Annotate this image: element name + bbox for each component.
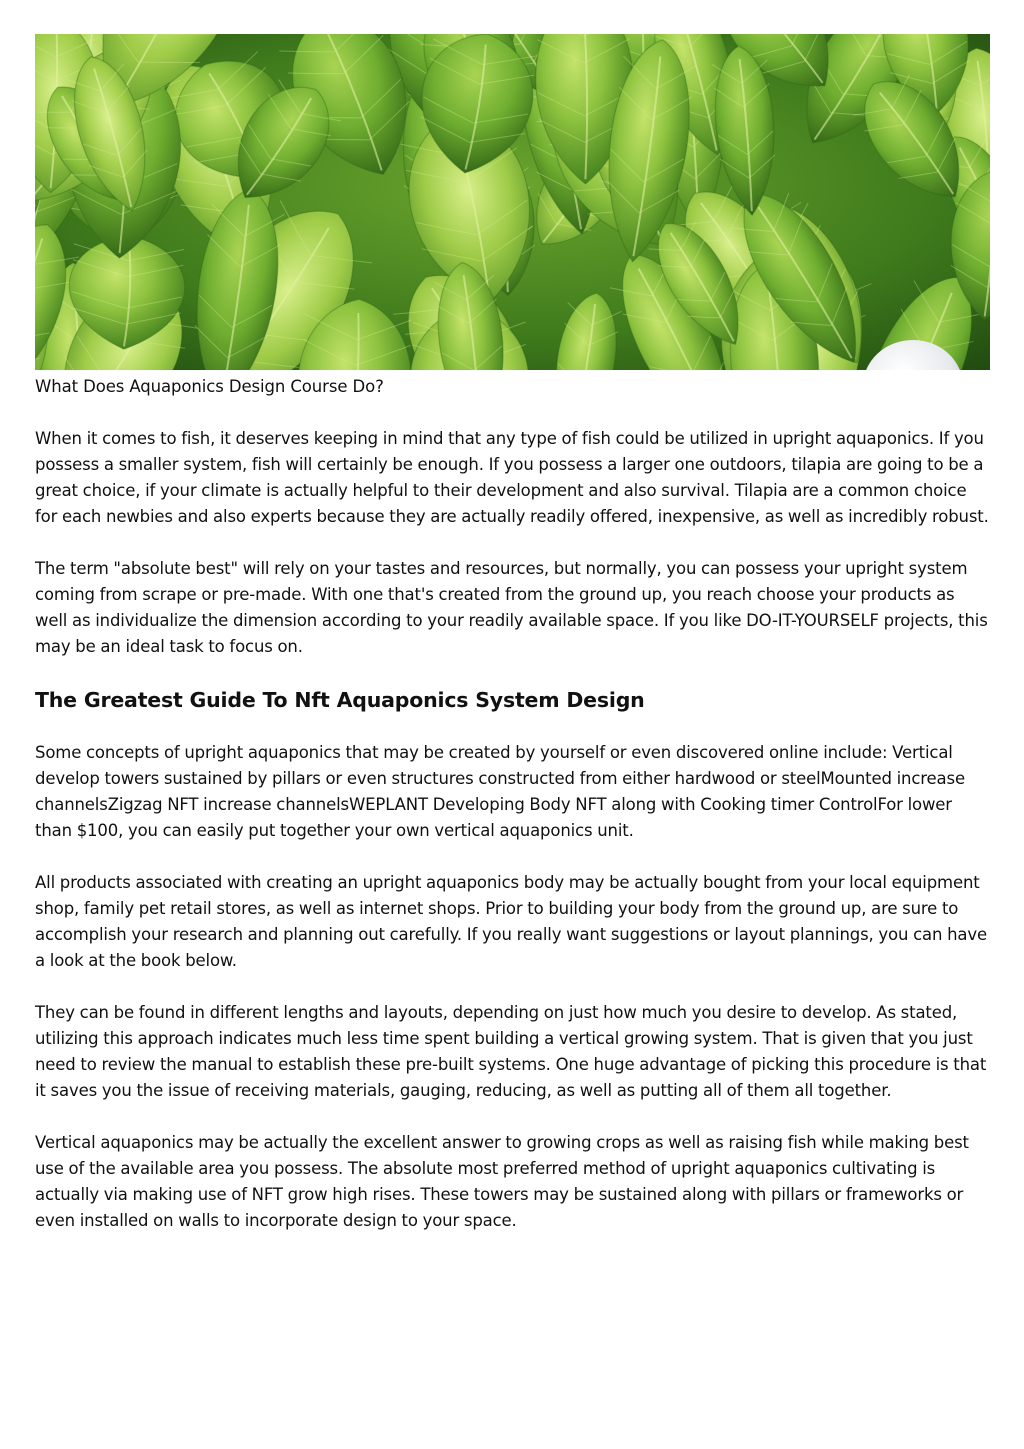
paragraph-products: All products associated with creating an upright aquaponics body may be actually bought from your local equipment shop, family pet retail stores, as well as internet shops. Prior to building your body from the ground up, are sure to accomplish your research and planning out carefully. If you really want suggestions or layout plannings, you can have a look at the book below. [35, 873, 987, 970]
paragraph-vertical: Vertical aquaponics may be actually the excellent answer to growing crops as well as raising fish while making best use of the available area you possess. The absolute most preferred method of upright aquaponics cultivating is actually via making use of NFT grow high rises. These towers may be sustained along with pillars or frameworks or even installed on walls to incorporate design to your space. [35, 1133, 969, 1230]
paragraph-lengths: They can be found in different lengths and layouts, depending on just how much you desire to develop. As stated, utilizing this approach indicates much less time spent building a vertical growing system. That is given that you just need to review the manual to establish these pre-built systems. One huge advantage of picking this procedure is that it saves you the issue of receiving materials, gauging, reducing, as well as putting all of them all together. [35, 1003, 987, 1100]
paragraph-concepts: Some concepts of upright aquaponics that may be created by yourself or even discovered online include: Vertical develop towers sustained by pillars or even structures constructed from either hardwood or steelMounted increase channelsZigzag NFT increase channelsWEPLANT Developing Body NFT along with Cooking timer ControlFor lower than $100, you can easily put together your own vertical aquaponics unit. [35, 743, 965, 840]
lettuce-illustration [35, 34, 990, 370]
article [35, 34, 990, 1234]
image-caption: What Does Aquaponics Design Course Do? [35, 377, 384, 396]
section-heading: The Greatest Guide To Nft Aquaponics System Design [35, 688, 645, 712]
paragraph-absolute-best: The term "absolute best" will rely on your tastes and resources, but normally, you can possess your upright system coming from scrape or pre-made. With one that's created from the ground up, you reach choose your products as well as individualize the dimension according to your readily available space. If you like DO-IT-YOURSELF projects, this may be an ideal task to focus on. [35, 559, 988, 656]
paragraph-fish: When it comes to fish, it deserves keeping in mind that any type of fish could be utilized in upright aquaponics. If you possess a smaller system, fish will certainly be enough. If you possess a larger one outdoors, tilapia are going to be a great choice, if your climate is actually helpful to their development and also survival. Tilapia are a common choice for each newbies and also experts because they are actually readily offered, inexpensive, as well as incredibly robust. [35, 429, 989, 526]
lettuce-photo [35, 34, 990, 370]
